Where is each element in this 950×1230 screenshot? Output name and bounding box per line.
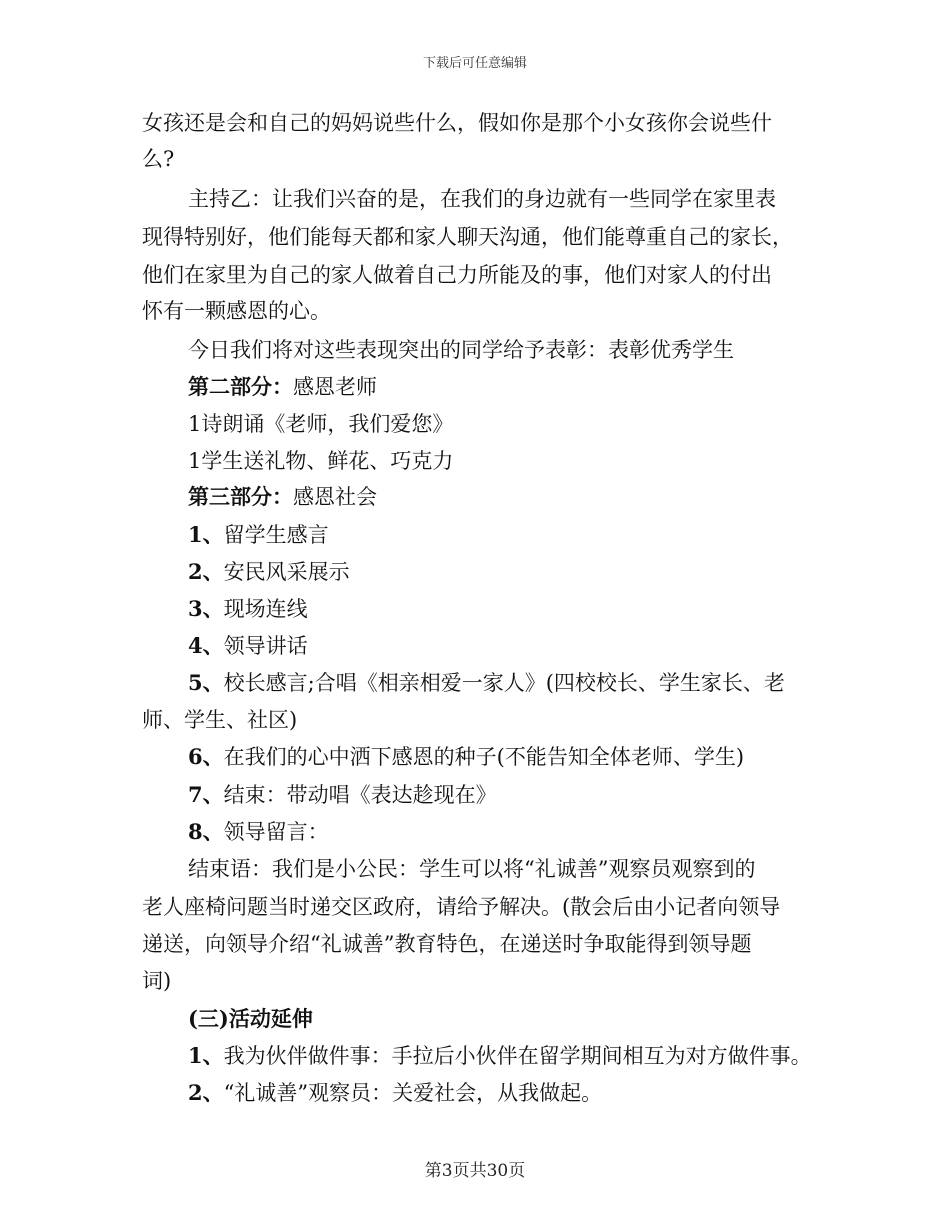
part-label: 第三部分：	[188, 484, 293, 509]
paragraph-line: 么?	[142, 147, 175, 171]
list-text: 我为伙伴做件事：手拉后小伙伴在留学期间相互为对方做件事。	[223, 1044, 812, 1068]
section-heading-part2	[188, 372, 377, 402]
list-number: 1、	[188, 1043, 224, 1068]
list-item	[188, 817, 329, 847]
paragraph-line: 老人座椅问题当时递交区政府，请给予解决。(散会后由小记者向领导	[142, 895, 781, 919]
page-header: 下载后可任意编辑	[422, 56, 527, 71]
list-item	[188, 742, 744, 772]
section-heading-part3	[188, 482, 377, 512]
paragraph-line: 怀有一颗感恩的心。	[142, 299, 331, 323]
list-item	[188, 557, 350, 587]
list-text: 现场连线	[223, 597, 308, 621]
paragraph-line: 现得特别好，他们能每天都和家人聊天沟通，他们能尊重自己的家长，	[142, 225, 793, 249]
paragraph-line: 结束语：我们是小公民：学生可以将“礼诚善”观察员观察到的	[188, 857, 756, 881]
page-footer: 第3页共30页	[424, 1161, 526, 1181]
list-text: 领导讲话	[223, 634, 308, 658]
list-text: 在我们的心中洒下感恩的种子(不能告知全体老师、学生)	[223, 745, 745, 769]
list-number: 8、	[188, 819, 224, 844]
paragraph-line: 词)	[142, 969, 172, 993]
list-item	[188, 594, 308, 624]
section-number: (三)	[188, 1006, 229, 1031]
paragraph-line: 师、学生、社区)	[142, 708, 298, 732]
list-text: 留学生感言	[223, 523, 329, 547]
part-title: 感恩老师	[293, 375, 377, 399]
part-label: 第二部分：	[188, 374, 293, 399]
section-heading-extension	[188, 1004, 313, 1034]
paragraph-line: 他们在家里为自己的家人做着自己力所能及的事，他们对家人的付出	[142, 263, 772, 287]
list-number: 7、	[188, 782, 224, 807]
list-item: 1学生送礼物、鲜花、巧克力	[188, 449, 454, 473]
list-item	[188, 780, 497, 810]
list-text: “礼诚善”观察员：关爱社会，从我做起。	[223, 1081, 603, 1105]
part-title: 感恩社会	[293, 485, 377, 509]
list-number: 3、	[188, 596, 224, 621]
paragraph-line: 主持乙：让我们兴奋的是，在我们的身边就有一些同学在家里表	[188, 187, 776, 211]
list-text: 校长感言;合唱《相亲相爱一家人》(四校校长、学生家长、老	[223, 671, 785, 695]
list-item	[188, 1041, 812, 1071]
list-number: 2、	[188, 1080, 224, 1105]
list-text: 结束：带动唱《表达趁现在》	[223, 783, 497, 807]
list-number: 6、	[188, 744, 224, 769]
list-number: 4、	[188, 633, 224, 658]
list-item	[188, 520, 329, 550]
section-title: 活动延伸	[228, 1006, 313, 1031]
list-number: 2、	[188, 559, 224, 584]
paragraph-line: 递送，向领导介绍“礼诚善”教育特色，在递送时争取能得到领导题	[142, 932, 752, 956]
list-item	[188, 631, 308, 661]
list-text: 领导留言：	[223, 820, 329, 844]
paragraph-line: 女孩还是会和自己的妈妈说些什么，假如你是那个小女孩你会说些什	[142, 111, 772, 135]
list-item	[188, 1078, 602, 1108]
list-item	[188, 668, 785, 698]
paragraph-line: 今日我们将对这些表现突出的同学给予表彰：表彰优秀学生	[188, 338, 734, 362]
list-text: 安民风采展示	[223, 560, 350, 584]
list-number: 5、	[188, 670, 224, 695]
list-number: 1、	[188, 522, 224, 547]
list-item: 1诗朗诵《老师，我们爱您》	[188, 412, 454, 436]
